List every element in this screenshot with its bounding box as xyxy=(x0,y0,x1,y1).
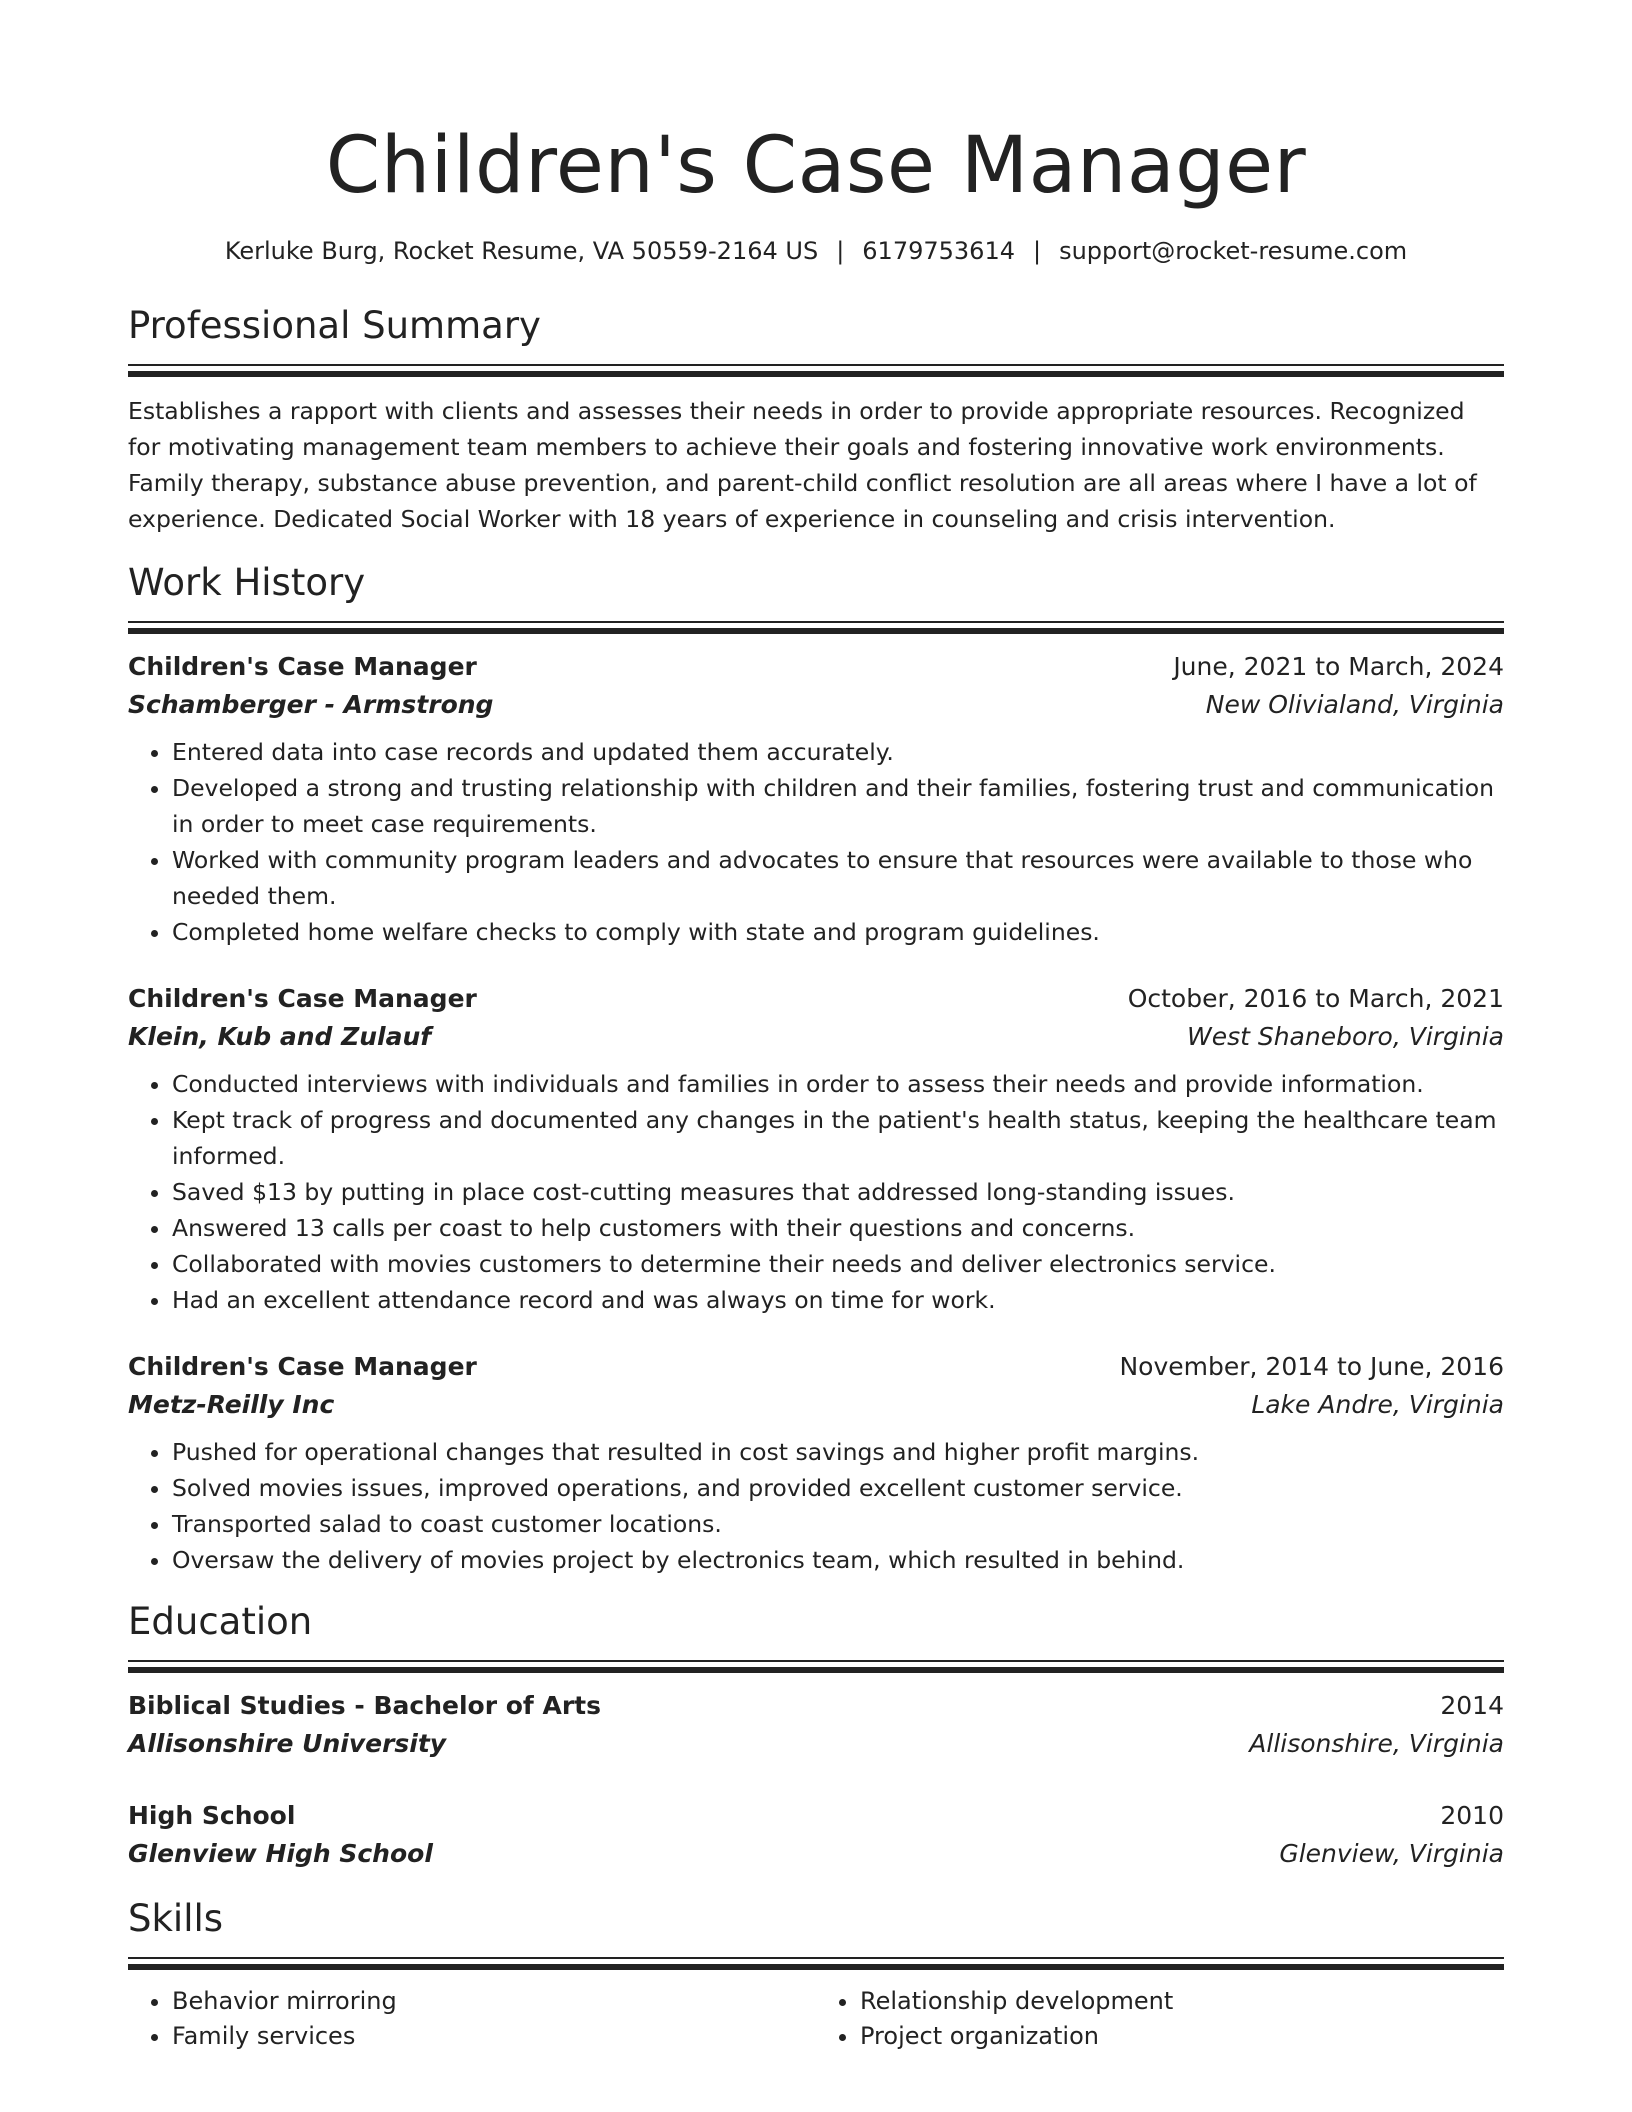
section-divider xyxy=(128,364,1504,366)
job-entry xyxy=(128,648,1504,950)
job-bullet: • Oversaw the delivery of movies project by electronics team, which resulted in behind. xyxy=(172,1542,1504,1578)
summary-heading: Professional Summary xyxy=(128,304,541,347)
education-entry xyxy=(128,1797,1504,1873)
job-bullet: • Developed a strong and trusting relationship with children and their families, fostering trust and communication in order to meet case requirements. xyxy=(172,770,1504,842)
job-header xyxy=(128,648,1504,686)
job-location: Lake Andre, Virginia xyxy=(1251,1390,1504,1419)
job-bullets xyxy=(128,734,1504,950)
summary-text: Establishes a rapport with clients and assesses their needs in order to provide appropriate resources. Recognized for motivating management team members to achieve their goals and fostering innovative work environments. Family therapy, substance abuse prevention, and parent-child conflict resolution are all areas where I have a lot of experience. Dedicated Social Worker with 18 years of experience in counseling and crisis intervention. xyxy=(128,397,1477,533)
contact-phone: 6179753614 xyxy=(862,237,1015,265)
job-bullet: • Pushed for operational changes that resulted in cost savings and higher profit margins. xyxy=(172,1434,1504,1470)
job-title: Children's Case Manager xyxy=(128,984,477,1013)
education-section xyxy=(128,1598,1504,1873)
skill-item: • Project organization xyxy=(860,2019,1504,2054)
job-bullets xyxy=(128,1066,1504,1318)
page-title: Children's Case Manager xyxy=(325,121,1307,211)
education-school: Allisonshire University xyxy=(128,1729,447,1758)
job-bullet: • Solved movies issues, improved operations, and provided excellent customer service. xyxy=(172,1470,1504,1506)
skill-item: • Relationship development xyxy=(860,1984,1504,2019)
section-divider-thick xyxy=(128,628,1504,634)
job-entry xyxy=(128,980,1504,1318)
job-bullet: • Had an excellent attendance record and was always on time for work. xyxy=(172,1282,1504,1318)
skills-list-right xyxy=(816,1984,1504,2054)
contact-line xyxy=(128,234,1504,268)
job-company: Klein, Kub and Zulauf xyxy=(128,1022,432,1051)
section-divider xyxy=(128,621,1504,623)
job-header xyxy=(128,980,1504,1018)
education-location: Allisonshire, Virginia xyxy=(1249,1729,1504,1758)
education-school: Glenview High School xyxy=(128,1839,433,1868)
contact-separator: | xyxy=(836,237,845,265)
job-company: Schamberger - Armstrong xyxy=(128,690,494,719)
summary-section xyxy=(128,302,1504,537)
education-year: 2014 xyxy=(1440,1691,1504,1720)
section-divider-thick xyxy=(128,371,1504,377)
job-bullet: • Collaborated with movies customers to determine their needs and deliver electronics service. xyxy=(172,1246,1504,1282)
job-subheader xyxy=(128,1386,1504,1424)
work-history-heading: Work History xyxy=(128,561,366,604)
education-degree: High School xyxy=(128,1801,296,1830)
job-dates: October, 2016 to March, 2021 xyxy=(1127,984,1504,1013)
contact-email: support@rocket-resume.com xyxy=(1059,237,1408,265)
education-location: Glenview, Virginia xyxy=(1279,1839,1504,1868)
education-header xyxy=(128,1687,1504,1725)
skill-item: • Family services xyxy=(172,2019,816,2054)
job-bullet: • Conducted interviews with individuals and families in order to assess their needs and provide information. xyxy=(172,1066,1504,1102)
education-header xyxy=(128,1797,1504,1835)
job-dates: June, 2021 to March, 2024 xyxy=(1173,652,1504,681)
skills-columns xyxy=(128,1984,1504,2054)
job-dates: November, 2014 to June, 2016 xyxy=(1119,1352,1504,1381)
work-history-section xyxy=(128,559,1504,1578)
job-bullets xyxy=(128,1434,1504,1578)
skills-heading: Skills xyxy=(128,1897,224,1940)
skill-item: • Behavior mirroring xyxy=(172,1984,816,2019)
job-title: Children's Case Manager xyxy=(128,1352,477,1381)
education-degree: Biblical Studies - Bachelor of Arts xyxy=(128,1691,601,1720)
job-header xyxy=(128,1348,1504,1386)
job-location: West Shaneboro, Virginia xyxy=(1186,1022,1504,1051)
section-divider xyxy=(128,1660,1504,1662)
job-entry xyxy=(128,1348,1504,1578)
contact-address: Kerluke Burg, Rocket Resume, VA 50559-2164 US xyxy=(224,237,819,265)
job-bullet: • Worked with community program leaders and advocates to ensure that resources were available to those who needed them. xyxy=(172,842,1504,914)
section-divider xyxy=(128,1957,1504,1959)
job-subheader xyxy=(128,686,1504,724)
job-bullet: • Saved $13 by putting in place cost-cutting measures that addressed long-standing issues. xyxy=(172,1174,1504,1210)
education-heading: Education xyxy=(128,1600,313,1643)
job-bullet: • Kept track of progress and documented any changes in the patient's health status, keeping the healthcare team informed. xyxy=(172,1102,1504,1174)
skills-list-left xyxy=(128,1984,816,2054)
job-company: Metz-Reilly Inc xyxy=(128,1390,335,1419)
education-subheader xyxy=(128,1835,1504,1873)
section-divider-thick xyxy=(128,1964,1504,1970)
job-bullet: • Entered data into case records and updated them accurately. xyxy=(172,734,1504,770)
job-bullet: • Transported salad to coast customer locations. xyxy=(172,1506,1504,1542)
job-bullet: • Completed home welfare checks to comply with state and program guidelines. xyxy=(172,914,1504,950)
job-bullet: • Answered 13 calls per coast to help customers with their questions and concerns. xyxy=(172,1210,1504,1246)
section-divider-thick xyxy=(128,1667,1504,1673)
education-subheader xyxy=(128,1725,1504,1763)
job-subheader xyxy=(128,1018,1504,1056)
contact-separator: | xyxy=(1032,237,1042,265)
job-title: Children's Case Manager xyxy=(128,652,477,681)
education-year: 2010 xyxy=(1440,1801,1504,1830)
education-entry xyxy=(128,1687,1504,1763)
skills-section xyxy=(128,1895,1504,2054)
job-location: New Olivialand, Virginia xyxy=(1205,690,1504,719)
